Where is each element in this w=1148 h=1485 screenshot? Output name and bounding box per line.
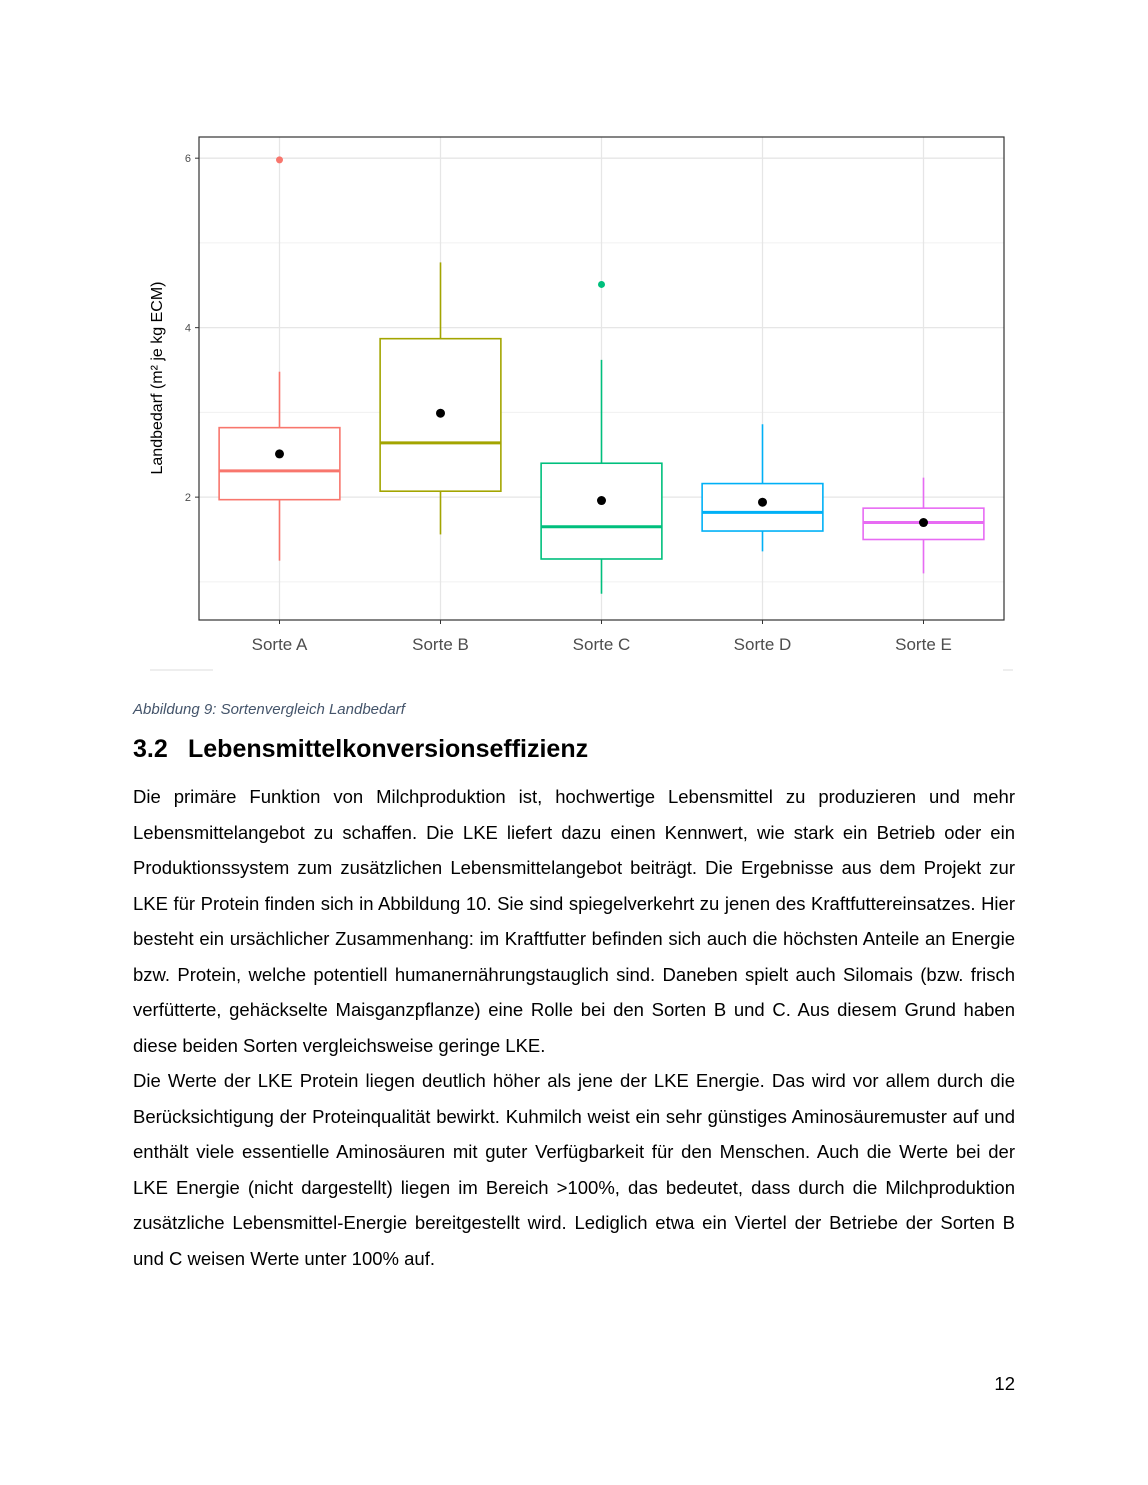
mean-point [275,449,284,458]
y-tick-label: 6 [184,153,191,166]
box-group [702,424,823,551]
y-axis-label: Landbedarf (m² je kg ECM) [149,281,166,475]
y-axis [185,153,199,504]
outlier-point [276,156,283,163]
y-tick-label: 2 [184,492,191,505]
outlier-point [598,281,605,288]
x-tick-label: Sorte B [412,635,469,654]
mean-point [597,496,606,505]
x-tick-label: Sorte D [733,635,792,654]
section-number: 3.2 [133,735,168,763]
x-tick-label: Sorte A [251,635,308,654]
y-tick-label: 4 [184,322,191,335]
figure-caption: Abbildung 9: Sortenvergleich Landbedarf [133,701,405,718]
box-group [863,478,984,574]
box [541,463,662,559]
box-group [380,262,501,534]
box-plot-chart [0,0,1148,690]
x-axis [252,620,952,654]
section-title: Lebensmittelkonversionseffizienz [188,735,589,763]
mean-point [758,498,767,507]
x-tick-label: Sorte C [572,635,631,654]
paragraph: Die primäre Funktion von Milchproduktion ist, hochwertige Lebensmittel zu produzieren und mehr Lebensmittelangebot zu schaffen. Die LKE liefert dazu einen Kennwert, wie stark ein Betrieb oder ein Produktionssystem zum zusätzlichen Lebensmittelangebot beiträgt. Die Ergebnisse aus dem Projekt zur LKE für Protein finden sich in Abbildung 10. Sie sind spiegelverkehrt zu jenen des Kraftfuttereinsatzes. Hier besteht ein ursächlicher Zusammenhang: im Kraftfutter befinden sich auch die höchsten Anteile an Energie bzw. Protein, welche potentiell humanernährungstauglich sind. Daneben spielt auch Silomais (bzw. frisch verfütterte, gehäckselte Maisganzpflanze) eine Rolle bei den Sorten B und C. Aus diesem Grund haben diese beiden Sorten vergleichsweise geringe LKE. [133,786,1015,1056]
box [702,484,823,531]
mean-point [919,518,928,527]
x-tick-label: Sorte E [895,635,952,654]
box [219,428,340,500]
paragraph: Die Werte der LKE Protein liegen deutlich höher als jene der LKE Energie. Das wird vor allem durch die Berücksichtigung der Proteinqualität bewirkt. Kuhmilch weist ein sehr günstiges Aminosäuremuster auf und enthält viele essentielle Aminosäuren mit guter Verfügbarkeit für den Menschen. Auch die Werte bei der LKE Energie (nicht dargestellt) liegen im Bereich >100%, das bedeutet, dass durch die Milchproduktion zusätzliche Lebensmittel-Energie bereitgestellt wird. Lediglich etwa ein Viertel der Betriebe der Sorten B und C weisen Werte unter 100% auf. [133,1070,1015,1269]
page-number: 12 [994,1373,1015,1394]
body-text [133,779,1015,1276]
section-heading [133,735,588,764]
mean-point [436,409,445,418]
